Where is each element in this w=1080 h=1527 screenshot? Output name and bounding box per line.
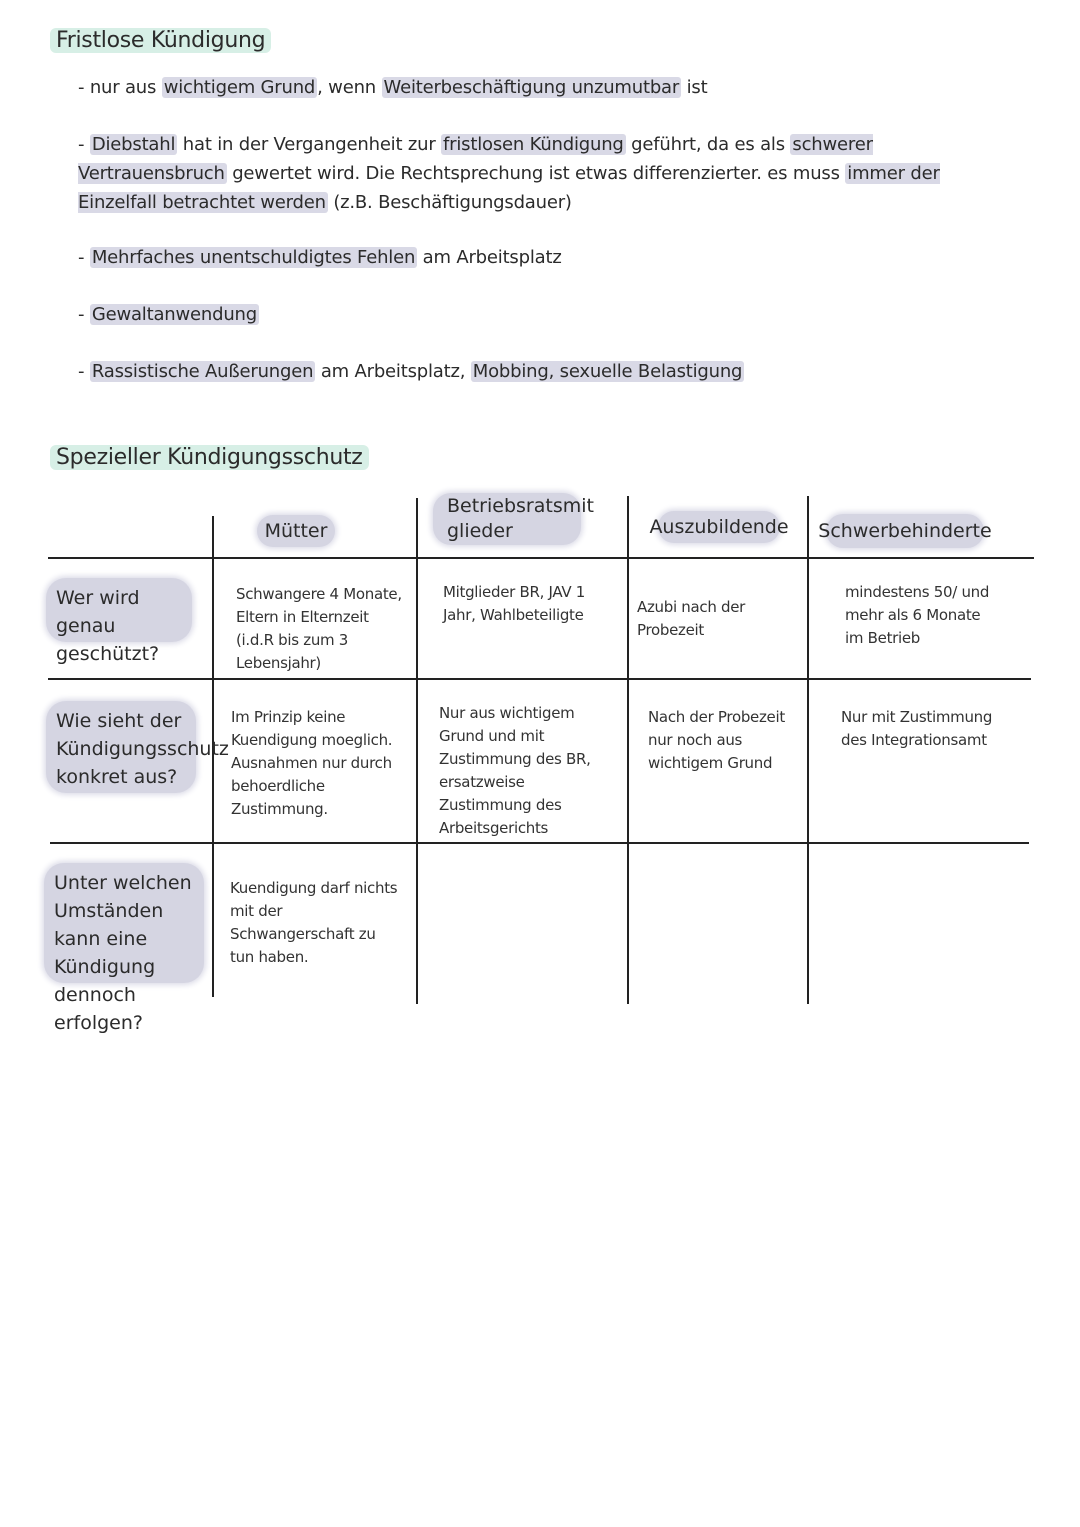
table-divider [627, 496, 629, 1004]
cell-text: Azubi nach der Probezeit [637, 598, 746, 639]
table-cell [231, 706, 407, 821]
row-label-wie [46, 701, 229, 793]
text: - [78, 134, 90, 155]
highlight: Gewaltanwendung [91, 304, 257, 325]
highlight: Mehrfaches unentschuldigtes Fehlen [91, 247, 416, 268]
text: (z.B. Beschäftigungsdauer) [327, 192, 572, 213]
cell-text: Kuendigung darf nichts mit der Schwangerschaft zu tun haben. [230, 879, 398, 966]
table-cell [845, 581, 995, 650]
header-text: Betriebsratsmit glieder [447, 495, 594, 542]
text: - nur aus [78, 77, 162, 98]
table-cell [230, 877, 402, 969]
table-divider [807, 496, 809, 1004]
row-label-text: Wer wird genau geschützt? [56, 587, 160, 665]
text: gewertet wird. Die Rechtsprechung ist etwas differenzierter. es muss [226, 163, 846, 184]
text: , wenn [317, 77, 382, 98]
cell-text: Im Prinzip keine Kuendigung moeglich. Ausnahmen nur durch behoerdliche Zustimmung. [231, 708, 393, 818]
highlight: Mobbing, sexuelle Belastigung [472, 361, 743, 382]
text: am Arbeitsplatz, [315, 361, 471, 382]
cell-text: Nach der Probezeit nur noch aus wichtigem Grund [648, 708, 785, 772]
text: - [78, 304, 90, 325]
highlight: fristlosen Kündigung [443, 134, 624, 155]
highlight: immer der Einzelfall betrachtet werden [78, 163, 940, 213]
header-text: Mütter [264, 519, 328, 542]
bullet-2 [78, 130, 988, 217]
bullet-4 [78, 300, 988, 329]
title-text: Spezieller Kündigungsschutz [50, 445, 369, 470]
row-label-text: Wie sieht der Kündigungsschutz konkret aus? [56, 710, 229, 788]
column-header-auszubildende [649, 511, 789, 543]
highlight: Weiterbeschäftigung unzumutbar [383, 77, 680, 98]
section-title-fristlose-kuendigung [50, 28, 271, 53]
header-text: Auszubildende [649, 515, 789, 538]
highlight: schwerer Vertrauensbruch [78, 134, 873, 184]
bullet-1 [78, 73, 988, 102]
row-label-wer [46, 578, 192, 665]
highlight: Rassistische Außerungen [91, 361, 314, 382]
bullet-3 [78, 243, 988, 272]
header-text: Schwerbehinderte [818, 519, 992, 542]
cell-text: Schwangere 4 Monate, Eltern in Elternzeit (i.d.R bis zum 3 Lebensjahr) [236, 585, 402, 672]
text: - [78, 247, 90, 268]
cell-text: Mitglieder BR, JAV 1 Jahr, Wahlbeteiligte [443, 583, 586, 624]
bullet-5 [78, 357, 988, 386]
table-cell [841, 706, 1011, 752]
cell-text: Nur mit Zustimmung des Integrationsamt [841, 708, 993, 749]
text: geführt, da es als [625, 134, 791, 155]
row-label-text: Unter welchen Umständen kann eine Kündigung dennoch erfolgen? [54, 872, 192, 1034]
table-cell [637, 596, 802, 642]
text: - [78, 361, 90, 382]
cell-text: mindestens 50/ und mehr als 6 Monate im Betrieb [845, 583, 990, 647]
row-label-unter [44, 863, 204, 1034]
text: am Arbeitsplatz [417, 247, 562, 268]
table-cell [443, 581, 593, 627]
highlight: wichtigem Grund [163, 77, 316, 98]
column-header-betriebsrat [433, 493, 594, 545]
table-cell [648, 706, 800, 775]
text: ist [681, 77, 708, 98]
cell-text: Nur aus wichtigem Grund und mit Zustimmung des BR, ersatzweise Zustimmung des Arbeitsgerichts [439, 704, 591, 837]
table-rule [50, 842, 1029, 844]
table-cell [236, 583, 406, 675]
section-title-kuendigungsschutz [50, 445, 369, 470]
highlight: Diebstahl [91, 134, 176, 155]
table-cell [439, 702, 609, 840]
column-header-schwerbehinderte [818, 514, 992, 548]
text: hat in der Vergangenheit zur [177, 134, 442, 155]
table-rule [48, 678, 1031, 680]
table-rule [48, 557, 1034, 559]
title-text: Fristlose Kündigung [50, 28, 271, 53]
column-header-muetter [257, 515, 335, 547]
table-divider [416, 498, 418, 1004]
